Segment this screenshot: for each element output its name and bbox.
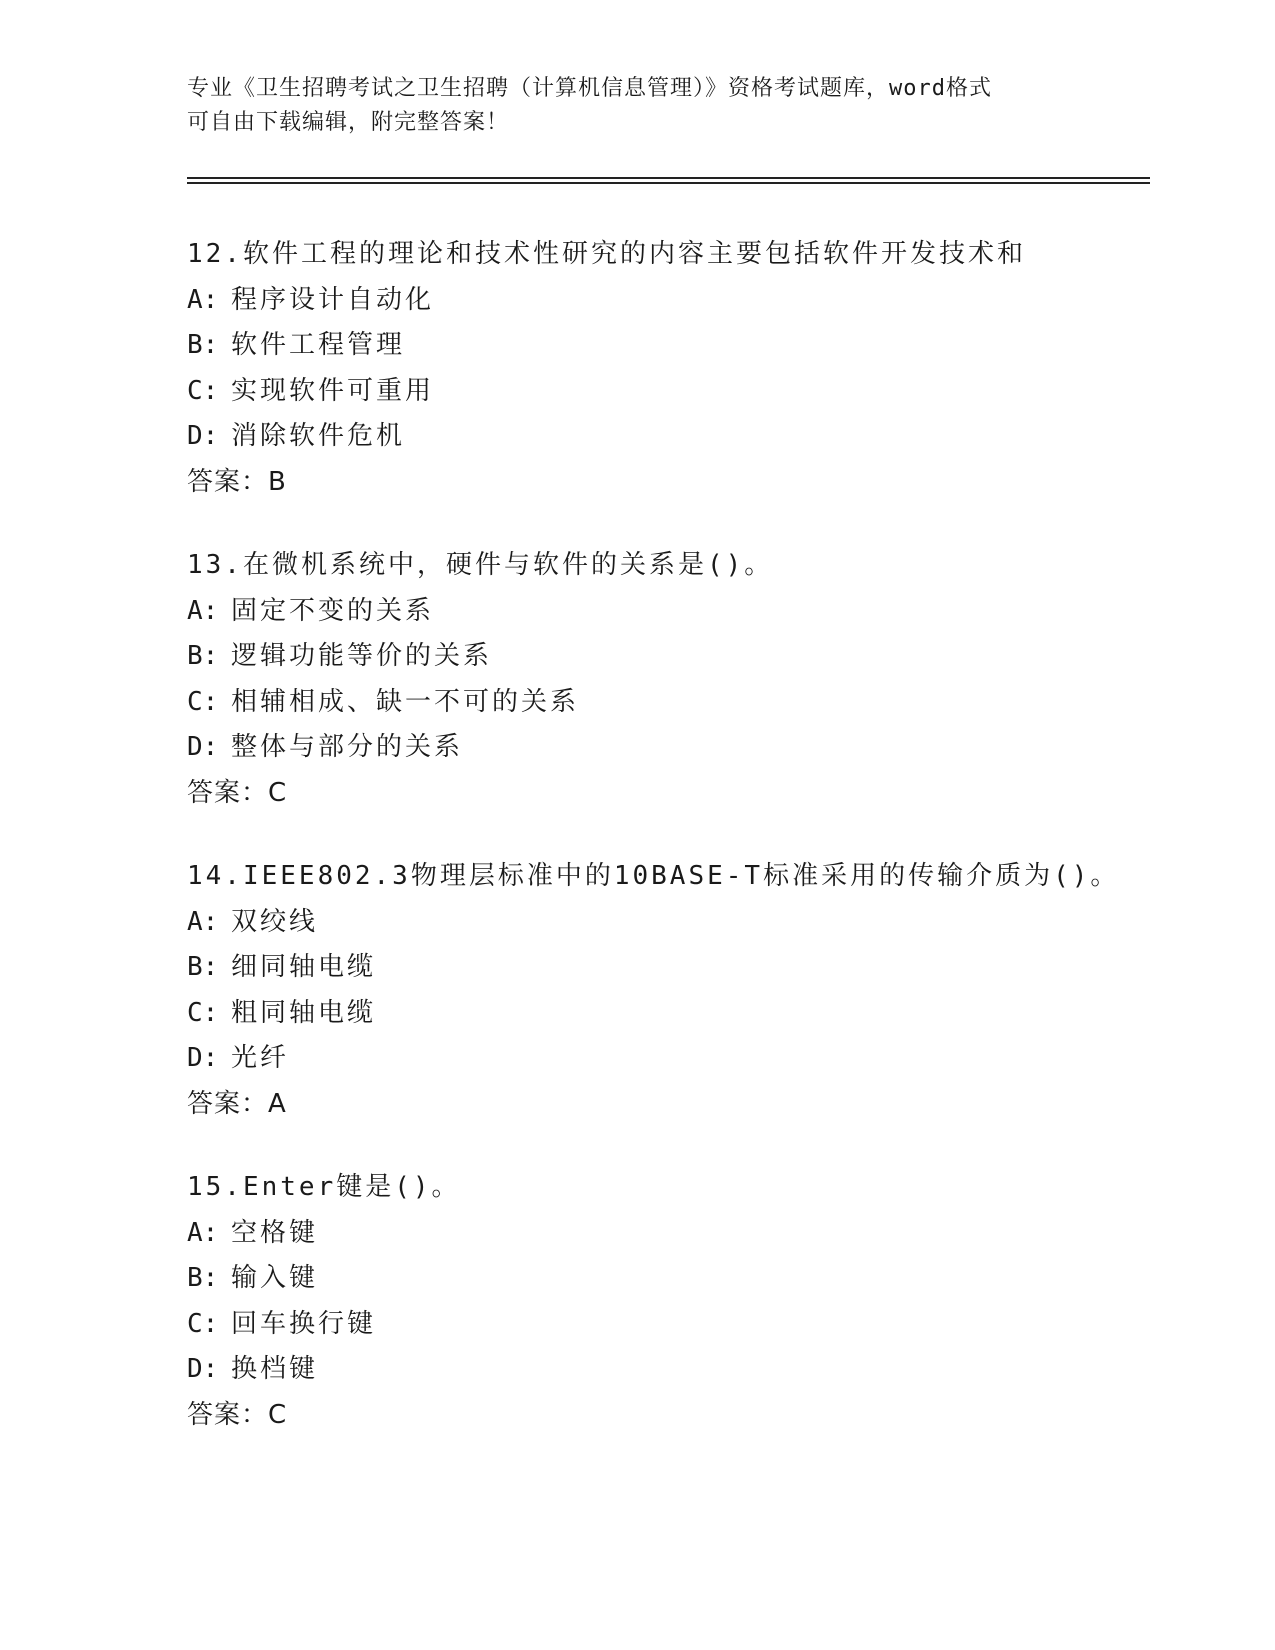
question-stem: 12.软件工程的理论和技术性研究的内容主要包括软件开发技术和: [187, 239, 1026, 269]
option-text: 相辅相成、缺一不可的关系: [231, 686, 580, 717]
option-text: 双绞线: [231, 906, 319, 937]
option-letter: D:: [187, 1354, 219, 1384]
answer-line: 答案：C: [187, 777, 288, 808]
option-b: [187, 634, 1187, 680]
option-a: [187, 589, 1187, 635]
option-a: [187, 900, 1187, 946]
option-d: [187, 414, 1187, 460]
option-c: [187, 1302, 1187, 1348]
answer-line: 答案：B: [187, 466, 287, 497]
option-letter: B:: [187, 641, 219, 671]
option-text: 软件工程管理: [231, 330, 406, 360]
option-text: 固定不变的关系: [231, 595, 435, 626]
answer-line: 答案：A: [187, 1088, 287, 1119]
option-c: [187, 369, 1187, 415]
option-text: 输入键: [231, 1263, 319, 1293]
option-d: [187, 1347, 1187, 1393]
option-letter: D:: [187, 421, 219, 451]
header-line-2: 可自由下载编辑，附完整答案！: [187, 110, 510, 135]
option-letter: A:: [187, 595, 219, 626]
question-14: [187, 854, 1187, 1127]
option-text: 回车换行键: [231, 1308, 377, 1339]
option-letter: A:: [187, 1217, 219, 1248]
option-letter: C:: [187, 375, 219, 406]
question-stem: 13.在微机系统中，硬件与软件的关系是()。: [187, 550, 774, 580]
option-text: 实现软件可重用: [231, 375, 435, 406]
option-text: 程序设计自动化: [231, 284, 435, 315]
option-a: [187, 1211, 1187, 1257]
option-letter: D:: [187, 732, 219, 762]
answer-line: 答案：C: [187, 1399, 288, 1430]
option-letter: C:: [187, 997, 219, 1028]
option-text: 粗同轴电缆: [231, 997, 377, 1028]
option-a: [187, 278, 1187, 324]
question-list: [187, 232, 1187, 1476]
option-letter: A:: [187, 284, 219, 315]
option-text: 消除软件危机: [231, 421, 406, 451]
option-text: 空格键: [231, 1217, 319, 1248]
question-13: [187, 543, 1187, 816]
option-letter: C:: [187, 686, 219, 717]
document-header: [187, 72, 1087, 140]
option-c: [187, 991, 1187, 1037]
question-15: [187, 1165, 1187, 1438]
option-text: 整体与部分的关系: [231, 732, 464, 762]
option-text: 光纤: [231, 1043, 290, 1073]
option-d: [187, 1036, 1187, 1082]
header-divider-top: [187, 177, 1150, 179]
option-letter: C:: [187, 1308, 219, 1339]
header-line-1: 专业《卫生招聘考试之卫生招聘（计算机信息管理）》资格考试题库，word格式: [187, 76, 992, 101]
option-b: [187, 1256, 1187, 1302]
option-b: [187, 323, 1187, 369]
option-text: 逻辑功能等价的关系: [231, 641, 493, 671]
option-letter: D:: [187, 1043, 219, 1073]
option-b: [187, 945, 1187, 991]
question-12: [187, 232, 1187, 505]
option-letter: B:: [187, 952, 219, 982]
question-stem: 14.IEEE802.3物理层标准中的10BASE-T标准采用的传输介质为()。: [187, 861, 1120, 891]
header-divider-bottom: [187, 182, 1150, 184]
option-text: 细同轴电缆: [231, 952, 377, 982]
option-text: 换档键: [231, 1354, 319, 1384]
option-d: [187, 725, 1187, 771]
option-letter: B:: [187, 1263, 219, 1293]
option-letter: A:: [187, 906, 219, 937]
option-c: [187, 680, 1187, 726]
option-letter: B:: [187, 330, 219, 360]
question-stem: 15.Enter键是()。: [187, 1172, 461, 1202]
